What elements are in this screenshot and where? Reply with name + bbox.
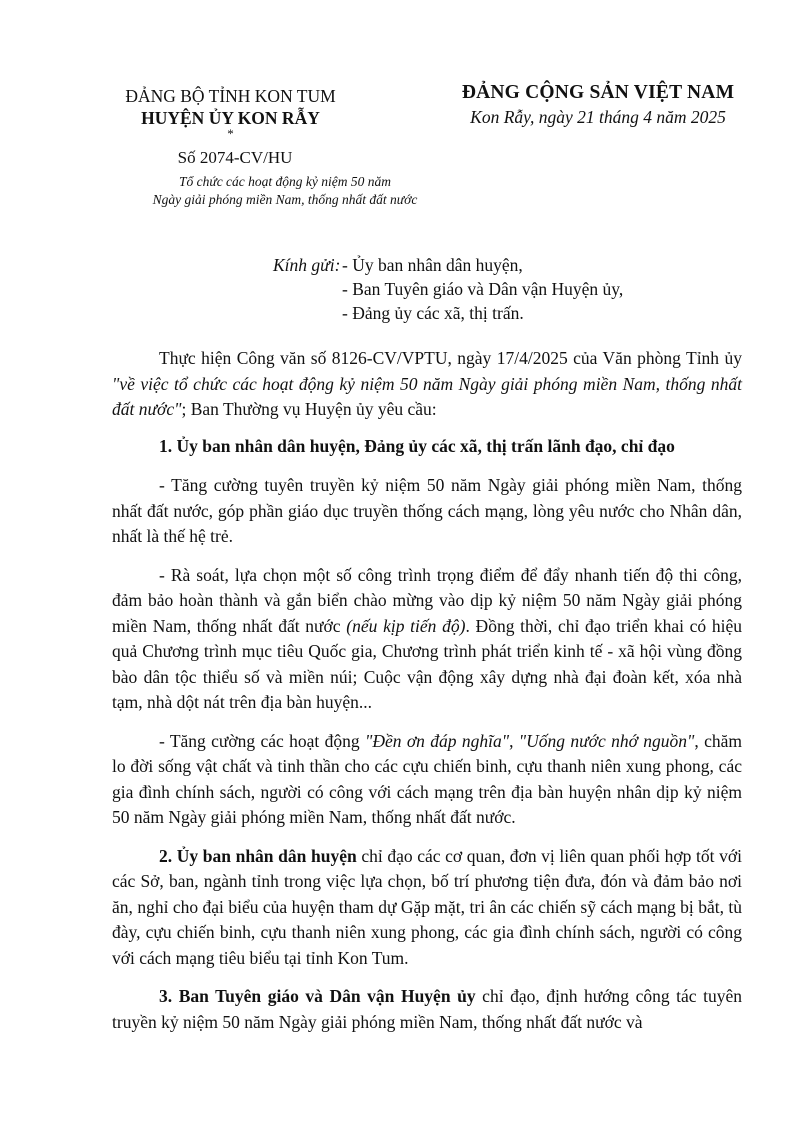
recipients-list — [342, 253, 623, 325]
document-number: Số 2074-CV/HU — [177, 148, 293, 167]
intro-quote: "về việc tổ chức các hoạt động kỷ niệm 50 năm Ngày giải phóng miền Nam, thống nhất đất nước" — [112, 373, 742, 419]
item-3-quote-1: "Đền ơn đáp nghĩa" — [364, 730, 510, 751]
section-3-text: chỉ đạo, định hướng công tác tuyên truyền kỷ niệm 50 năm Ngày giải phóng miền Nam, thống nhất đất nước và — [112, 986, 742, 1032]
item-3-quote-2: "Uống nước nhớ nguồn" — [518, 730, 695, 751]
document-body — [112, 346, 742, 1048]
intro-paragraph — [112, 346, 742, 423]
recipient-item: - Ban Tuyên giáo và Dân vận Huyện ủy, — [342, 279, 624, 299]
section-1-item-3 — [112, 729, 742, 831]
section-1-item-1: - Tăng cường tuyên truyền kỷ niệm 50 năm Ngày giải phóng miền Nam, thống nhất đất nước, góp phần giáo dục truyền thống cách mạng, lòng yêu nước cho Nhân dân, nhất là thế hệ trẻ. — [112, 475, 742, 546]
section-2-lead: 2. Ủy ban nhân dân huyện — [159, 845, 357, 866]
item-2-text: - Rà soát, lựa chọn một số công trình trọng điểm để đẩy nhanh tiến độ thi công, đảm bảo hoàn thành và gắn biển chào mừng vào dịp kỷ niệm 50 năm Ngày giải phóng miền Nam, thống nhất đất nước — [112, 564, 742, 636]
place-date: Kon Rẫy, ngày 21 tháng 4 năm 2025 — [470, 107, 726, 127]
document-subject — [100, 173, 470, 209]
intro-text-end: ; Ban Thường vụ Huyện ủy yêu cầu: — [181, 399, 437, 419]
section-2-text: chỉ đạo các cơ quan, đơn vị liên quan phối hợp tốt với các Sở, ban, ngành tỉnh trong việc lựa chọn, bố trí phương tiện đưa, đón và đảm bảo nơi ăn, nghỉ cho đại biểu của huyện tham dự Gặp mặt, tri ân các chiến sỹ cách mạng bị bắt, tù đày, cựu chiến binh, cựu thanh niên xung phong, các gia đình chính sách, người có công với cách mạng tiêu biểu tại tỉnh Kon Tum. — [112, 845, 742, 968]
issuer-name: HUYỆN ỦY KON RẪY — [141, 108, 320, 128]
section-1-heading: 1. Ủy ban nhân dân huyện, Đảng ủy các xã, thị trấn lãnh đạo, chỉ đạo — [159, 435, 675, 456]
issuer-block — [108, 85, 353, 139]
section-3-paragraph — [112, 984, 742, 1035]
section-2-paragraph — [112, 844, 742, 972]
recipient-item: - Ủy ban nhân dân huyện, — [342, 255, 523, 275]
national-header — [448, 80, 748, 128]
party-name: ĐẢNG CỘNG SẢN VIỆT NAM — [461, 82, 735, 103]
recipients-label: Kính gửi: — [273, 255, 341, 275]
item-2-note: (nếu kịp tiến độ) — [346, 615, 466, 636]
section-3-lead: 3. Ban Tuyên giáo và Dân vận Huyện ủy — [159, 986, 476, 1006]
recipient-item: - Đảng ủy các xã, thị trấn. — [342, 303, 524, 323]
issuer-parent: ĐẢNG BỘ TỈNH KON TUM — [125, 86, 336, 106]
subject-line-1: Tổ chức các hoạt động kỷ niệm 50 năm — [178, 174, 392, 189]
item-2-text-end: . Đồng thời, chỉ đạo triển khai có hiệu quả Chương trình mục tiêu Quốc gia, Chương trình phát triển kinh tế - xã hội vùng đồng bào dân tộc thiểu số và miền núi; Cuộc vận động xây dựng nhà đại đoàn kết, xóa nhà tạm, nhà dột nát trên địa bàn huyện... — [112, 615, 743, 712]
subject-line-2: Ngày giải phóng miền Nam, thống nhất đất nước — [152, 192, 418, 207]
star-mark: * — [227, 126, 234, 141]
intro-text: Thực hiện Công văn số 8126-CV/VPTU, ngày 17/4/2025 của Văn phòng Tỉnh ủy — [159, 348, 742, 368]
item-3-text-end: , chăm lo đời sống vật chất và tinh thần cho các cựu chiến binh, cựu thanh niên xung phong, các gia đình chính sách, người có công với cách mạng trên địa bàn huyện nhân dịp kỷ niệm 50 năm Ngày giải phóng miền Nam, thống nhất đất nước. — [112, 730, 743, 827]
item-3-text: - Tăng cường các hoạt động — [159, 730, 365, 751]
section-1-item-2 — [112, 563, 742, 716]
item-3-sep: , — [509, 730, 519, 751]
